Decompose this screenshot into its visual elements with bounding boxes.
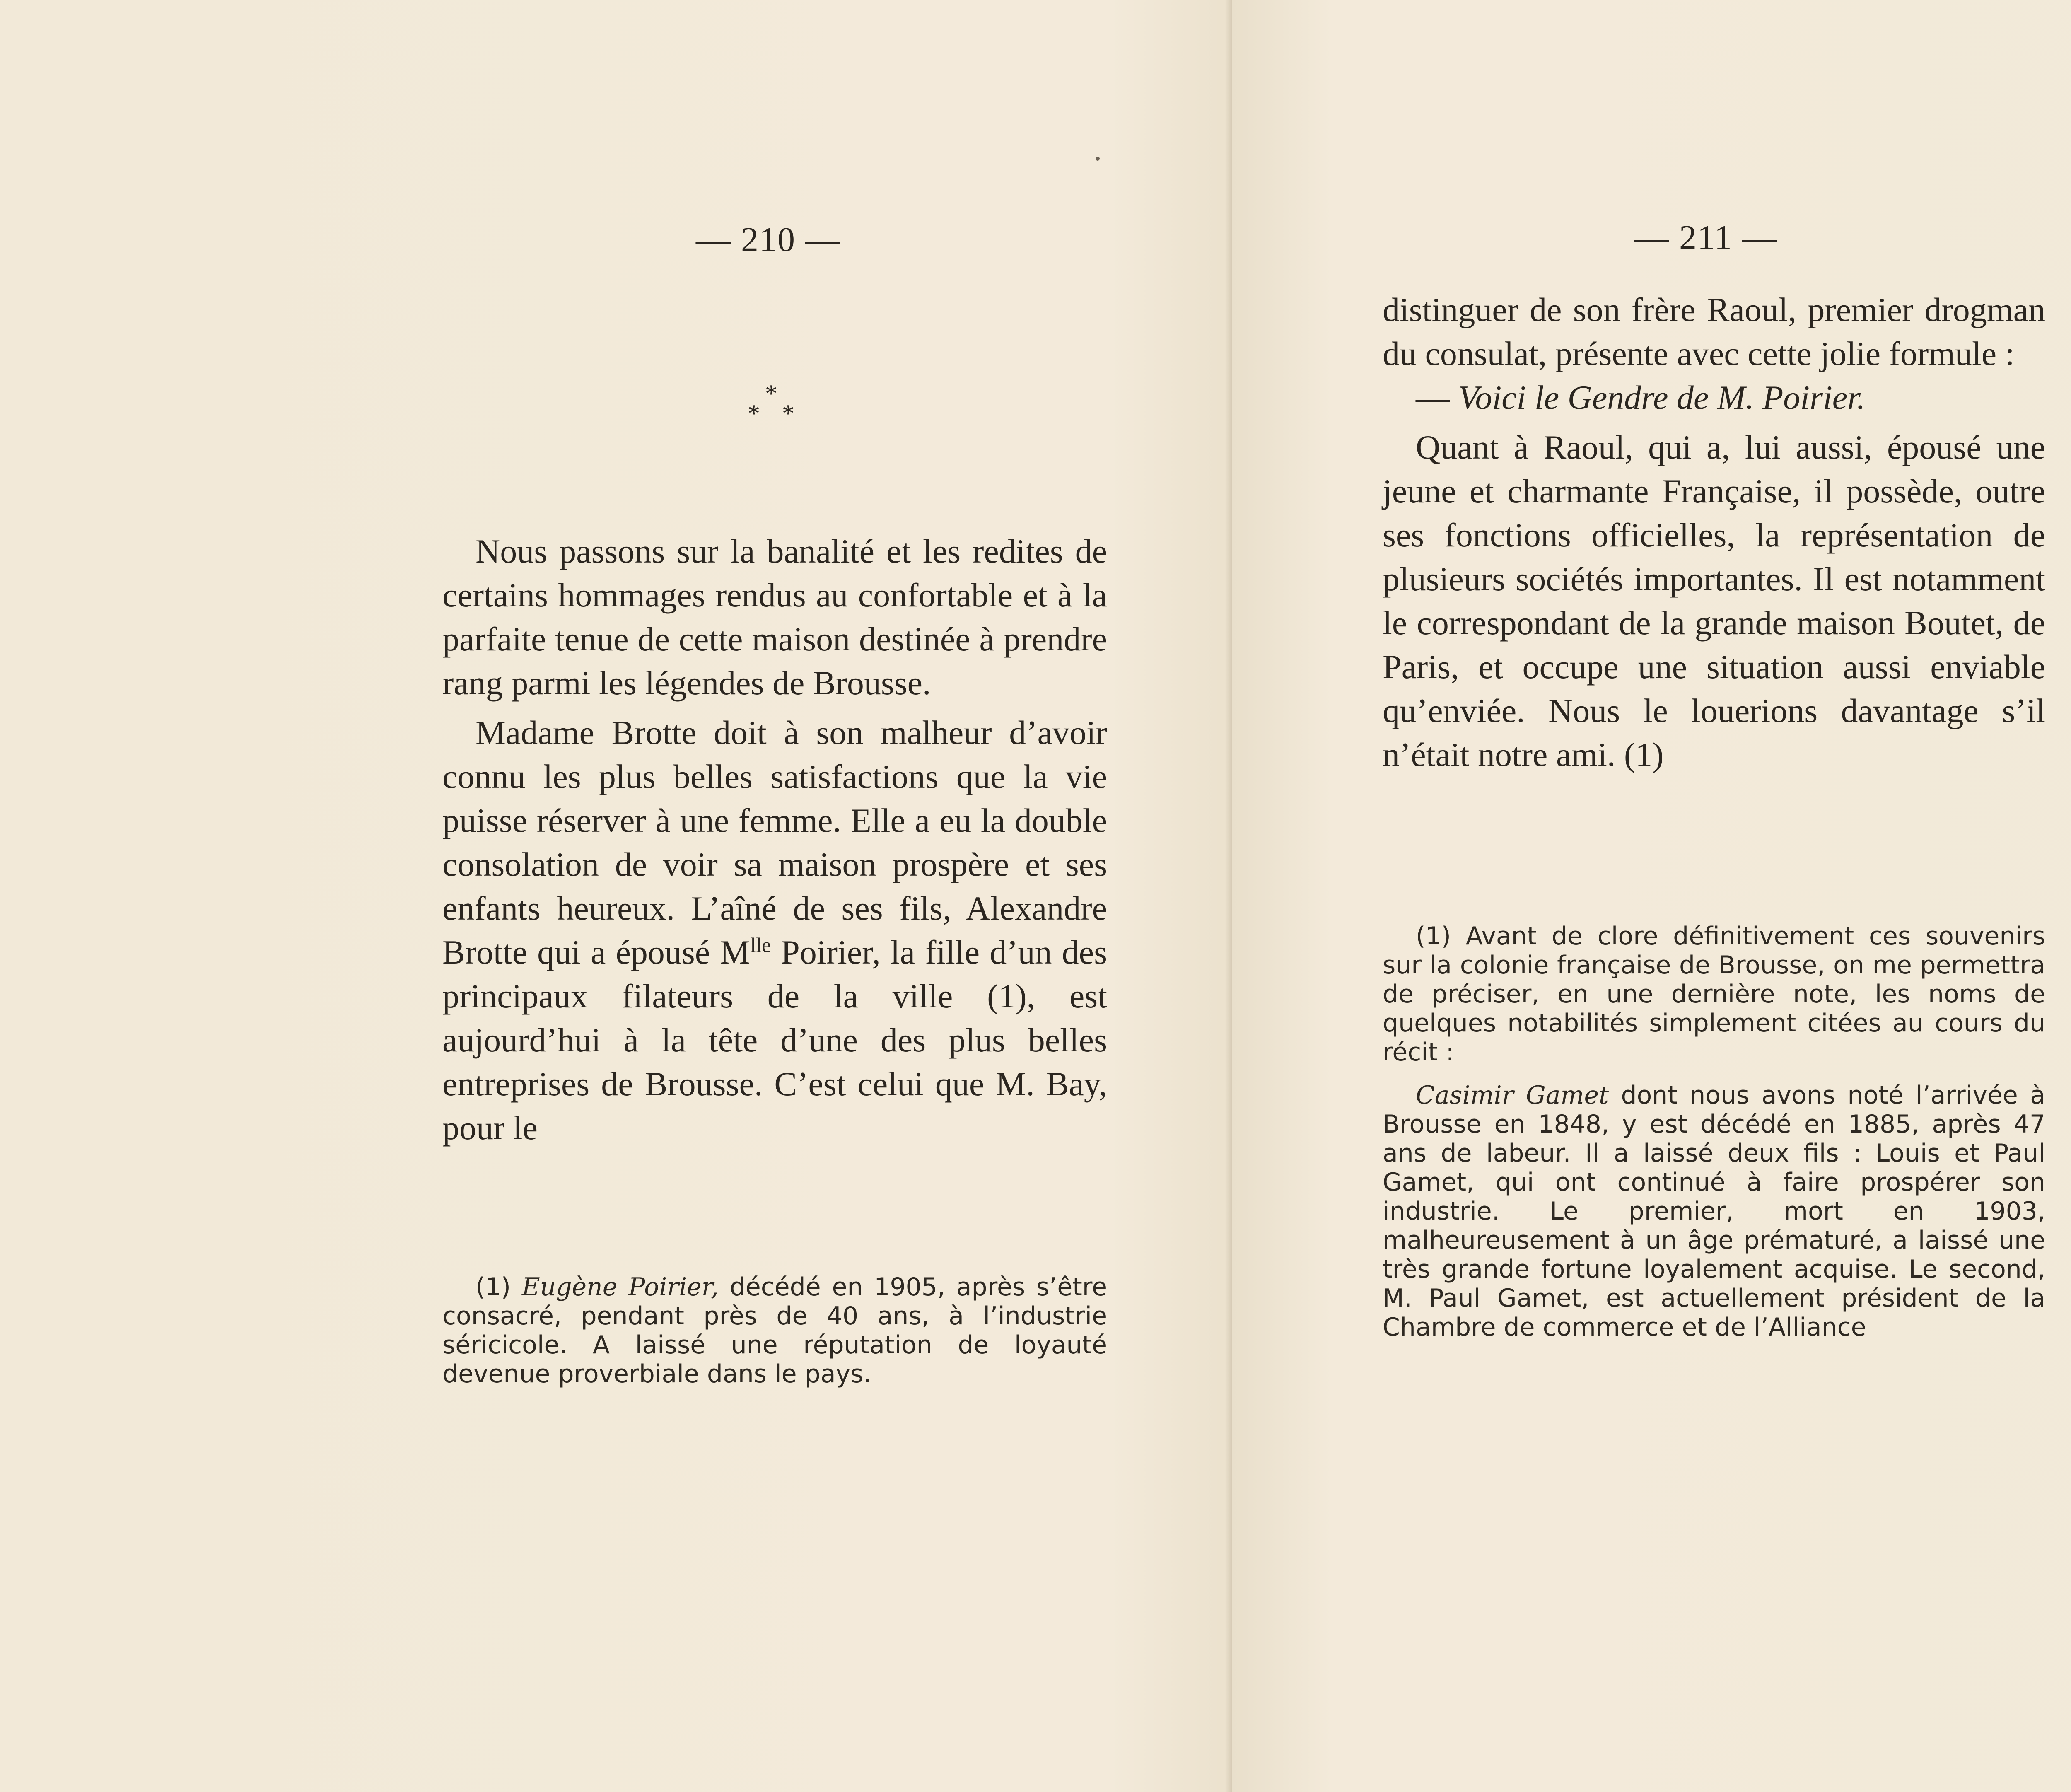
paragraph: Nous passons sur la banalité et les redites de certains hommages rendus au confortable et à la parfaite tenue de cette maison destinée à prendre rang parmi les légendes de Brousse.	[442, 532, 1107, 702]
asterisk-top: *	[765, 380, 777, 407]
footnote-marker: (1)	[476, 1273, 522, 1302]
speck	[1096, 157, 1100, 161]
asterisk-right: *	[782, 400, 794, 427]
asterism-ornament	[741, 381, 808, 435]
right-body-text	[1383, 288, 2045, 777]
footnote-text: dont nous avons noté l’arrivée à Brousse en 1848, y est décédé en 1885, après 47 ans de labeur. Il a laissé deux fils : Louis et Paul Gamet, qui ont continué à faire prospérer son industrie. Le premier, mort en 1903, malheureusement à un âge prématuré, a laissé une très grande fortune loyalement acquise. Le second, M. Paul Gamet, est actuellement président de la Chambre de commerce et de l’Alliance	[1383, 1081, 2045, 1342]
footnote-text: décédé en 1905, après s’être consacré, pendant près de 40 ans, à l’industrie séricicole. A laissé une réputation de loyauté devenue proverbiale dans le pays.	[442, 1273, 1108, 1389]
quote-text: Voici le Gendre de M. Poirier.	[1458, 379, 1866, 416]
right-page	[1232, 0, 2071, 1792]
paragraph	[442, 711, 1107, 1150]
page-number-left: — 210 —	[696, 220, 841, 259]
quote-dash: —	[1416, 379, 1458, 416]
quote-line	[1383, 376, 2045, 420]
footnote-paragraph	[1383, 1081, 2045, 1342]
superscript-lle: lle	[750, 933, 771, 956]
left-body-text	[442, 529, 1107, 1150]
footnote-paragraph	[442, 1273, 1107, 1389]
asterisk-left: *	[748, 400, 760, 427]
footnote-name: Casimir Gamet	[1416, 1081, 1609, 1110]
paragraph: distinguer de son frère Raoul, premier drogman du consulat, présente avec cette jolie formule :	[1383, 291, 2045, 372]
paragraph-text: Madame Brotte doit à son malheur d’avoir connu les plus belles satisfactions que la vie puisse réserver à une femme. Elle a eu la double consolation de voir sa maison prospère et ses enfants heureux. L’aîné de ses fils, Alexandre Brotte qui a épousé M	[442, 714, 1107, 971]
paragraph-text-cont: Poirier, la fille d’un des principaux filateurs de la ville (1), est aujourd’hui à la tête d’une des plus belles entreprises de Brousse. C’est celui que M. Bay, pour le	[442, 933, 1107, 1147]
footnote-name: Eugène Poirier,	[521, 1273, 719, 1302]
left-footnote	[442, 1273, 1107, 1389]
right-footnote	[1383, 922, 2045, 1342]
paragraph: Quant à Raoul, qui a, lui aussi, épousé une jeune et charmante Française, il possède, outre ses fonctions officielles, la représentation de plusieurs sociétés importantes. Il est notamment le correspondant de la grande maison Boutet, de Paris, et occupe une situation aussi enviable qu’enviée. Nous le louerions davantage s’il n’était notre ami. (1)	[1383, 428, 2045, 773]
footnote-paragraph: (1) Avant de clore définitivement ces souvenirs sur la colonie française de Brousse, on me permettra de préciser, en une dernière note, les noms de quelques notabilités simplement citées au cours du récit :	[1383, 922, 2045, 1067]
page-number-right: — 211 —	[1634, 218, 1778, 257]
